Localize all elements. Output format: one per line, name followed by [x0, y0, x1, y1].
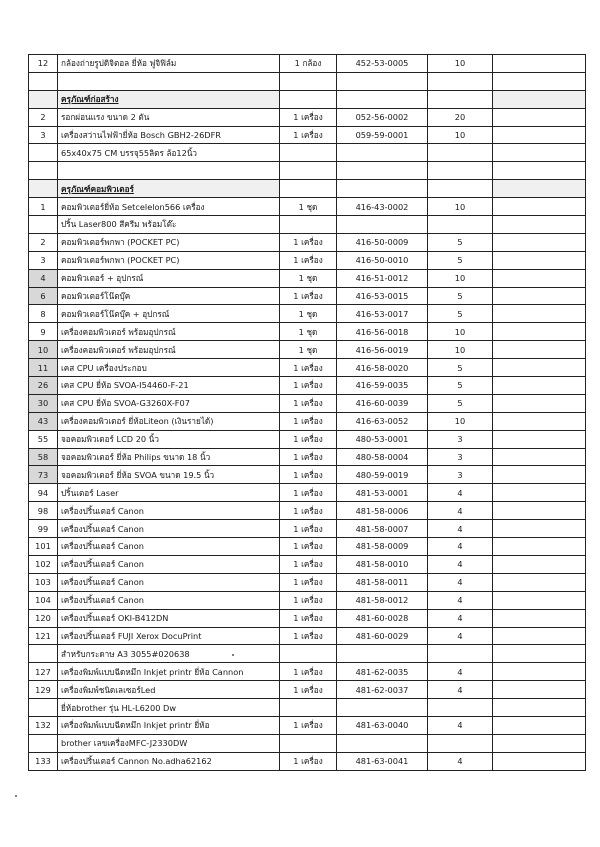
item-count: 4: [428, 609, 493, 627]
row-number: 127: [29, 663, 58, 681]
table-row: [29, 287, 586, 305]
asset-code: 052-56-0002: [337, 108, 428, 126]
asset-code: 481-60-0028: [337, 609, 428, 627]
asset-code: 481-58-0011: [337, 573, 428, 591]
item-quantity: [280, 180, 337, 198]
asset-code: 416-53-0015: [337, 287, 428, 305]
item-quantity: 1 เครื่อง: [280, 287, 337, 305]
empty-cell: [493, 716, 586, 734]
asset-code: [337, 645, 428, 663]
item-description: จอคอมพิวเตอร์ ยี่ห้อ Philips ขนาด 18 นิ้ว: [58, 448, 280, 466]
item-description: เครื่องพิมพ์ชนิดเลเซอร์Led: [58, 681, 280, 699]
item-description: brother เลขเครื่องMFC-J2330DW: [58, 734, 280, 752]
row-number: 12: [29, 55, 58, 73]
empty-cell: [493, 412, 586, 430]
asset-code: 416-50-0009: [337, 233, 428, 251]
row-number: [29, 180, 58, 198]
table-row: [29, 681, 586, 699]
item-quantity: 1 ชุด: [280, 198, 337, 216]
item-count: [428, 699, 493, 717]
item-description: จอคอมพิวเตอร์ LCD 20 นิ้ว: [58, 430, 280, 448]
row-number: 2: [29, 233, 58, 251]
item-quantity: [280, 645, 337, 663]
item-quantity: 1 กล้อง: [280, 55, 337, 73]
item-count: 20: [428, 108, 493, 126]
table-row: [29, 323, 586, 341]
row-number: [29, 90, 58, 108]
item-count: 10: [428, 341, 493, 359]
empty-cell: [493, 502, 586, 520]
item-count: [428, 72, 493, 90]
item-count: [428, 90, 493, 108]
empty-cell: [493, 448, 586, 466]
item-description: รอกผ่อนแรง ขนาด 2 ตัน: [58, 108, 280, 126]
asset-code: 416-56-0019: [337, 341, 428, 359]
row-number: 8: [29, 305, 58, 323]
item-description: ปริ้น Laser800 สีครีม พร้อมโต๊ะ: [58, 216, 280, 234]
table-row: [29, 466, 586, 484]
item-description: เครื่องปริ้นเตอร์ Canon: [58, 502, 280, 520]
inventory-table-body: [29, 55, 586, 771]
row-number: 26: [29, 377, 58, 395]
item-count: 4: [428, 538, 493, 556]
item-count: 10: [428, 269, 493, 287]
item-description: เครื่องปริ้นเตอร์ Canon: [58, 591, 280, 609]
asset-code: [337, 72, 428, 90]
item-description: เครื่องปริ้นเตอร์ OKI-B412DN: [58, 609, 280, 627]
item-count: 4: [428, 591, 493, 609]
asset-code: 481-62-0037: [337, 681, 428, 699]
asset-code: 481-60-0029: [337, 627, 428, 645]
table-row: [29, 251, 586, 269]
asset-code: 416-63-0052: [337, 412, 428, 430]
empty-cell: [493, 484, 586, 502]
table-row: [29, 305, 586, 323]
asset-code: 480-58-0004: [337, 448, 428, 466]
item-count: 5: [428, 359, 493, 377]
table-row: [29, 377, 586, 395]
item-count: 5: [428, 233, 493, 251]
item-description: เครื่องปริ้นเตอร์ Cannon No.adha62162: [58, 752, 280, 770]
row-number: 73: [29, 466, 58, 484]
item-quantity: [280, 90, 337, 108]
asset-code: 480-53-0001: [337, 430, 428, 448]
row-number: [29, 216, 58, 234]
asset-code: 059-59-0001: [337, 126, 428, 144]
item-count: 4: [428, 627, 493, 645]
item-description: ครุภัณฑ์ก่อสร้าง: [58, 90, 280, 108]
table-row: [29, 699, 586, 717]
empty-cell: [493, 305, 586, 323]
empty-cell: [493, 538, 586, 556]
asset-code: 481-63-0040: [337, 716, 428, 734]
asset-code: [337, 699, 428, 717]
scan-speck: [15, 795, 17, 797]
empty-cell: [493, 108, 586, 126]
asset-code: [337, 90, 428, 108]
row-number: 101: [29, 538, 58, 556]
asset-code: 416-43-0002: [337, 198, 428, 216]
table-row: [29, 216, 586, 234]
table-row: [29, 162, 586, 180]
item-count: 4: [428, 573, 493, 591]
empty-cell: [493, 752, 586, 770]
item-quantity: 1 ชุด: [280, 323, 337, 341]
table-row: [29, 72, 586, 90]
item-quantity: 1 เครื่อง: [280, 555, 337, 573]
empty-cell: [493, 144, 586, 162]
table-row: [29, 484, 586, 502]
empty-cell: [493, 377, 586, 395]
row-number: 55: [29, 430, 58, 448]
empty-cell: [493, 681, 586, 699]
table-row: [29, 555, 586, 573]
item-count: [428, 144, 493, 162]
item-description: จอคอมพิวเตอร์ ยี่ห้อ SVOA ขนาด 19.5 นิ้ว: [58, 466, 280, 484]
row-number: 132: [29, 716, 58, 734]
row-number: 6: [29, 287, 58, 305]
asset-code: 481-53-0001: [337, 484, 428, 502]
asset-code: 481-58-0012: [337, 591, 428, 609]
section-header-row: [29, 180, 586, 198]
scan-speck: [232, 654, 234, 656]
row-number: [29, 734, 58, 752]
row-number: 43: [29, 412, 58, 430]
table-row: [29, 752, 586, 770]
empty-cell: [493, 555, 586, 573]
item-count: [428, 645, 493, 663]
item-description: ยี่ห้อbrother รุ่น HL-L6200 Dw: [58, 699, 280, 717]
item-quantity: 1 เครื่อง: [280, 251, 337, 269]
item-description: เครื่องสว่านไฟฟ้ายี่ห้อ Bosch GBH2-26DFR: [58, 126, 280, 144]
table-row: [29, 359, 586, 377]
row-number: [29, 645, 58, 663]
row-number: 3: [29, 251, 58, 269]
item-quantity: 1 เครื่อง: [280, 663, 337, 681]
row-number: 10: [29, 341, 58, 359]
table-row: [29, 520, 586, 538]
table-row: [29, 126, 586, 144]
row-number: 120: [29, 609, 58, 627]
row-number: 104: [29, 591, 58, 609]
item-quantity: 1 เครื่อง: [280, 448, 337, 466]
empty-cell: [493, 359, 586, 377]
item-count: 4: [428, 681, 493, 699]
empty-cell: [493, 287, 586, 305]
item-quantity: [280, 72, 337, 90]
asset-code: 452-53-0005: [337, 55, 428, 73]
item-count: 4: [428, 555, 493, 573]
item-count: [428, 162, 493, 180]
empty-cell: [493, 627, 586, 645]
table-row: [29, 341, 586, 359]
table-row: [29, 233, 586, 251]
item-description: 65x40x75 CM บรรจุ55ลิตร ล้อ12นิ้ว: [58, 144, 280, 162]
item-quantity: 1 เครื่อง: [280, 609, 337, 627]
row-number: 9: [29, 323, 58, 341]
asset-code: 481-58-0009: [337, 538, 428, 556]
inventory-page: [28, 54, 586, 771]
item-quantity: 1 เครื่อง: [280, 377, 337, 395]
asset-code: [337, 216, 428, 234]
row-number: 102: [29, 555, 58, 573]
row-number: 3: [29, 126, 58, 144]
item-description: เครื่องปริ้นเตอร์ Canon: [58, 538, 280, 556]
item-description: เครื่องปริ้นเตอร์ Canon: [58, 520, 280, 538]
asset-code: 481-58-0006: [337, 502, 428, 520]
item-count: [428, 734, 493, 752]
item-description: คอมพิวเตอร์พกพา (POCKET PC): [58, 251, 280, 269]
empty-cell: [493, 573, 586, 591]
table-row: [29, 734, 586, 752]
item-description: [58, 162, 280, 180]
empty-cell: [493, 233, 586, 251]
asset-code: 416-60-0039: [337, 394, 428, 412]
item-description: เครื่องปริ้นเตอร์ Canon: [58, 555, 280, 573]
item-count: 10: [428, 55, 493, 73]
row-number: [29, 162, 58, 180]
empty-cell: [493, 609, 586, 627]
item-quantity: [280, 734, 337, 752]
empty-cell: [493, 55, 586, 73]
item-description: เครื่องพิมพ์แบบฉีดหมึก Inkjet printr ยี่ห้อ: [58, 716, 280, 734]
empty-cell: [493, 734, 586, 752]
asset-code: 481-58-0010: [337, 555, 428, 573]
item-quantity: 1 เครื่อง: [280, 108, 337, 126]
row-number: 1: [29, 198, 58, 216]
asset-code: 416-56-0018: [337, 323, 428, 341]
empty-cell: [493, 466, 586, 484]
table-row: [29, 502, 586, 520]
item-quantity: 1 ชุด: [280, 341, 337, 359]
item-quantity: [280, 162, 337, 180]
item-quantity: 1 เครื่อง: [280, 520, 337, 538]
empty-cell: [493, 198, 586, 216]
empty-cell: [493, 591, 586, 609]
item-quantity: 1 ชุด: [280, 269, 337, 287]
empty-cell: [493, 663, 586, 681]
empty-cell: [493, 216, 586, 234]
table-row: [29, 645, 586, 663]
empty-cell: [493, 430, 586, 448]
item-description: เครื่องปริ้นเตอร์ FUJI Xerox DocuPrint: [58, 627, 280, 645]
item-description: กล้องถ่ายรูปดิจิตอล ยี่ห้อ ฟูจิฟิล์ม: [58, 55, 280, 73]
item-description: เครื่องคอมพิวเตอร์ พร้อมอุปกรณ์: [58, 323, 280, 341]
item-quantity: 1 เครื่อง: [280, 126, 337, 144]
item-count: 4: [428, 752, 493, 770]
item-count: 3: [428, 448, 493, 466]
row-number: [29, 144, 58, 162]
item-count: 3: [428, 430, 493, 448]
empty-cell: [493, 180, 586, 198]
item-description: เครื่องพิมพ์แบบฉีดหมึก Inkjet printr ยี่ห้อ Cannon: [58, 663, 280, 681]
item-quantity: 1 เครื่อง: [280, 627, 337, 645]
item-description: เคส CPU ยี่ห้อ SVOA-I54460-F-21: [58, 377, 280, 395]
item-description: คอมพิวเตอร์ + อุปกรณ์: [58, 269, 280, 287]
item-count: 4: [428, 502, 493, 520]
row-number: 133: [29, 752, 58, 770]
empty-cell: [493, 90, 586, 108]
item-count: 3: [428, 466, 493, 484]
row-number: 2: [29, 108, 58, 126]
empty-cell: [493, 645, 586, 663]
item-quantity: 1 เครื่อง: [280, 502, 337, 520]
item-quantity: 1 เครื่อง: [280, 233, 337, 251]
row-number: 94: [29, 484, 58, 502]
item-quantity: 1 เครื่อง: [280, 573, 337, 591]
item-quantity: 1 เครื่อง: [280, 716, 337, 734]
item-quantity: 1 เครื่อง: [280, 591, 337, 609]
table-row: [29, 538, 586, 556]
row-number: 129: [29, 681, 58, 699]
asset-code: 416-58-0020: [337, 359, 428, 377]
asset-code: [337, 144, 428, 162]
item-description: คอมพิวเตอร์โน๊ตบุ๊ค: [58, 287, 280, 305]
table-row: [29, 55, 586, 73]
row-number: 30: [29, 394, 58, 412]
empty-cell: [493, 520, 586, 538]
item-count: [428, 180, 493, 198]
empty-cell: [493, 341, 586, 359]
asset-code: 481-63-0041: [337, 752, 428, 770]
item-quantity: 1 เครื่อง: [280, 681, 337, 699]
item-description: สำหรับกระดาษ A3 3055#020638: [58, 645, 280, 663]
item-quantity: 1 เครื่อง: [280, 359, 337, 377]
item-count: 10: [428, 323, 493, 341]
row-number: [29, 699, 58, 717]
table-row: [29, 609, 586, 627]
asset-code: [337, 180, 428, 198]
item-description: เคส CPU ยี่ห้อ SVOA-G3260X-F07: [58, 394, 280, 412]
item-description: เครื่องคอมพิวเตอร์ พร้อมอุปกรณ์: [58, 341, 280, 359]
empty-cell: [493, 269, 586, 287]
item-quantity: 1 เครื่อง: [280, 538, 337, 556]
asset-code: 416-53-0017: [337, 305, 428, 323]
table-row: [29, 394, 586, 412]
item-quantity: 1 เครื่อง: [280, 430, 337, 448]
item-count: 4: [428, 716, 493, 734]
table-row: [29, 269, 586, 287]
item-count: 10: [428, 126, 493, 144]
table-row: [29, 430, 586, 448]
item-count: 4: [428, 520, 493, 538]
item-count: 4: [428, 484, 493, 502]
row-number: 121: [29, 627, 58, 645]
table-row: [29, 198, 586, 216]
table-row: [29, 716, 586, 734]
row-number: [29, 72, 58, 90]
item-quantity: [280, 216, 337, 234]
item-description: เครื่องคอมพิวเตอร์ ยี่ห้อLiteon (เงินรายได้): [58, 412, 280, 430]
asset-code: 416-50-0010: [337, 251, 428, 269]
inventory-table: [28, 54, 586, 771]
item-count: 10: [428, 198, 493, 216]
item-quantity: 1 เครื่อง: [280, 484, 337, 502]
item-description: เคส CPU เครื่องประกอบ: [58, 359, 280, 377]
item-count: 5: [428, 251, 493, 269]
item-quantity: 1 ชุด: [280, 305, 337, 323]
item-quantity: 1 เครื่อง: [280, 752, 337, 770]
row-number: 98: [29, 502, 58, 520]
asset-code: [337, 162, 428, 180]
row-number: 4: [29, 269, 58, 287]
item-count: 10: [428, 412, 493, 430]
item-count: [428, 216, 493, 234]
item-quantity: 1 เครื่อง: [280, 412, 337, 430]
row-number: 103: [29, 573, 58, 591]
item-quantity: [280, 144, 337, 162]
asset-code: 416-51-0012: [337, 269, 428, 287]
table-row: [29, 412, 586, 430]
row-number: 11: [29, 359, 58, 377]
item-quantity: 1 เครื่อง: [280, 394, 337, 412]
asset-code: [337, 734, 428, 752]
item-count: 5: [428, 377, 493, 395]
table-row: [29, 627, 586, 645]
table-row: [29, 448, 586, 466]
item-description: ปริ้นเตอร์ Laser: [58, 484, 280, 502]
item-description: คอมพิวเตอร์ยี่ห้อ Setcelelon566 เครื่อง: [58, 198, 280, 216]
empty-cell: [493, 251, 586, 269]
item-count: 4: [428, 663, 493, 681]
item-count: 5: [428, 305, 493, 323]
item-description: ครุภัณฑ์คอมพิวเตอร์: [58, 180, 280, 198]
empty-cell: [493, 72, 586, 90]
section-header-row: [29, 90, 586, 108]
item-count: 5: [428, 394, 493, 412]
item-description: [58, 72, 280, 90]
item-count: 5: [428, 287, 493, 305]
empty-cell: [493, 699, 586, 717]
table-row: [29, 591, 586, 609]
empty-cell: [493, 126, 586, 144]
asset-code: 481-58-0007: [337, 520, 428, 538]
empty-cell: [493, 394, 586, 412]
item-description: เครื่องปริ้นเตอร์ Canon: [58, 573, 280, 591]
row-number: 58: [29, 448, 58, 466]
table-row: [29, 144, 586, 162]
item-quantity: [280, 699, 337, 717]
table-row: [29, 663, 586, 681]
asset-code: 416-59-0035: [337, 377, 428, 395]
row-number: 99: [29, 520, 58, 538]
table-row: [29, 573, 586, 591]
empty-cell: [493, 323, 586, 341]
item-description: คอมพิวเตอร์พกพา (POCKET PC): [58, 233, 280, 251]
item-description: คอมพิวเตอร์โน๊ตบุ๊ค + อุปกรณ์: [58, 305, 280, 323]
item-quantity: 1 เครื่อง: [280, 466, 337, 484]
asset-code: 480-59-0019: [337, 466, 428, 484]
empty-cell: [493, 162, 586, 180]
table-row: [29, 108, 586, 126]
asset-code: 481-62-0035: [337, 663, 428, 681]
